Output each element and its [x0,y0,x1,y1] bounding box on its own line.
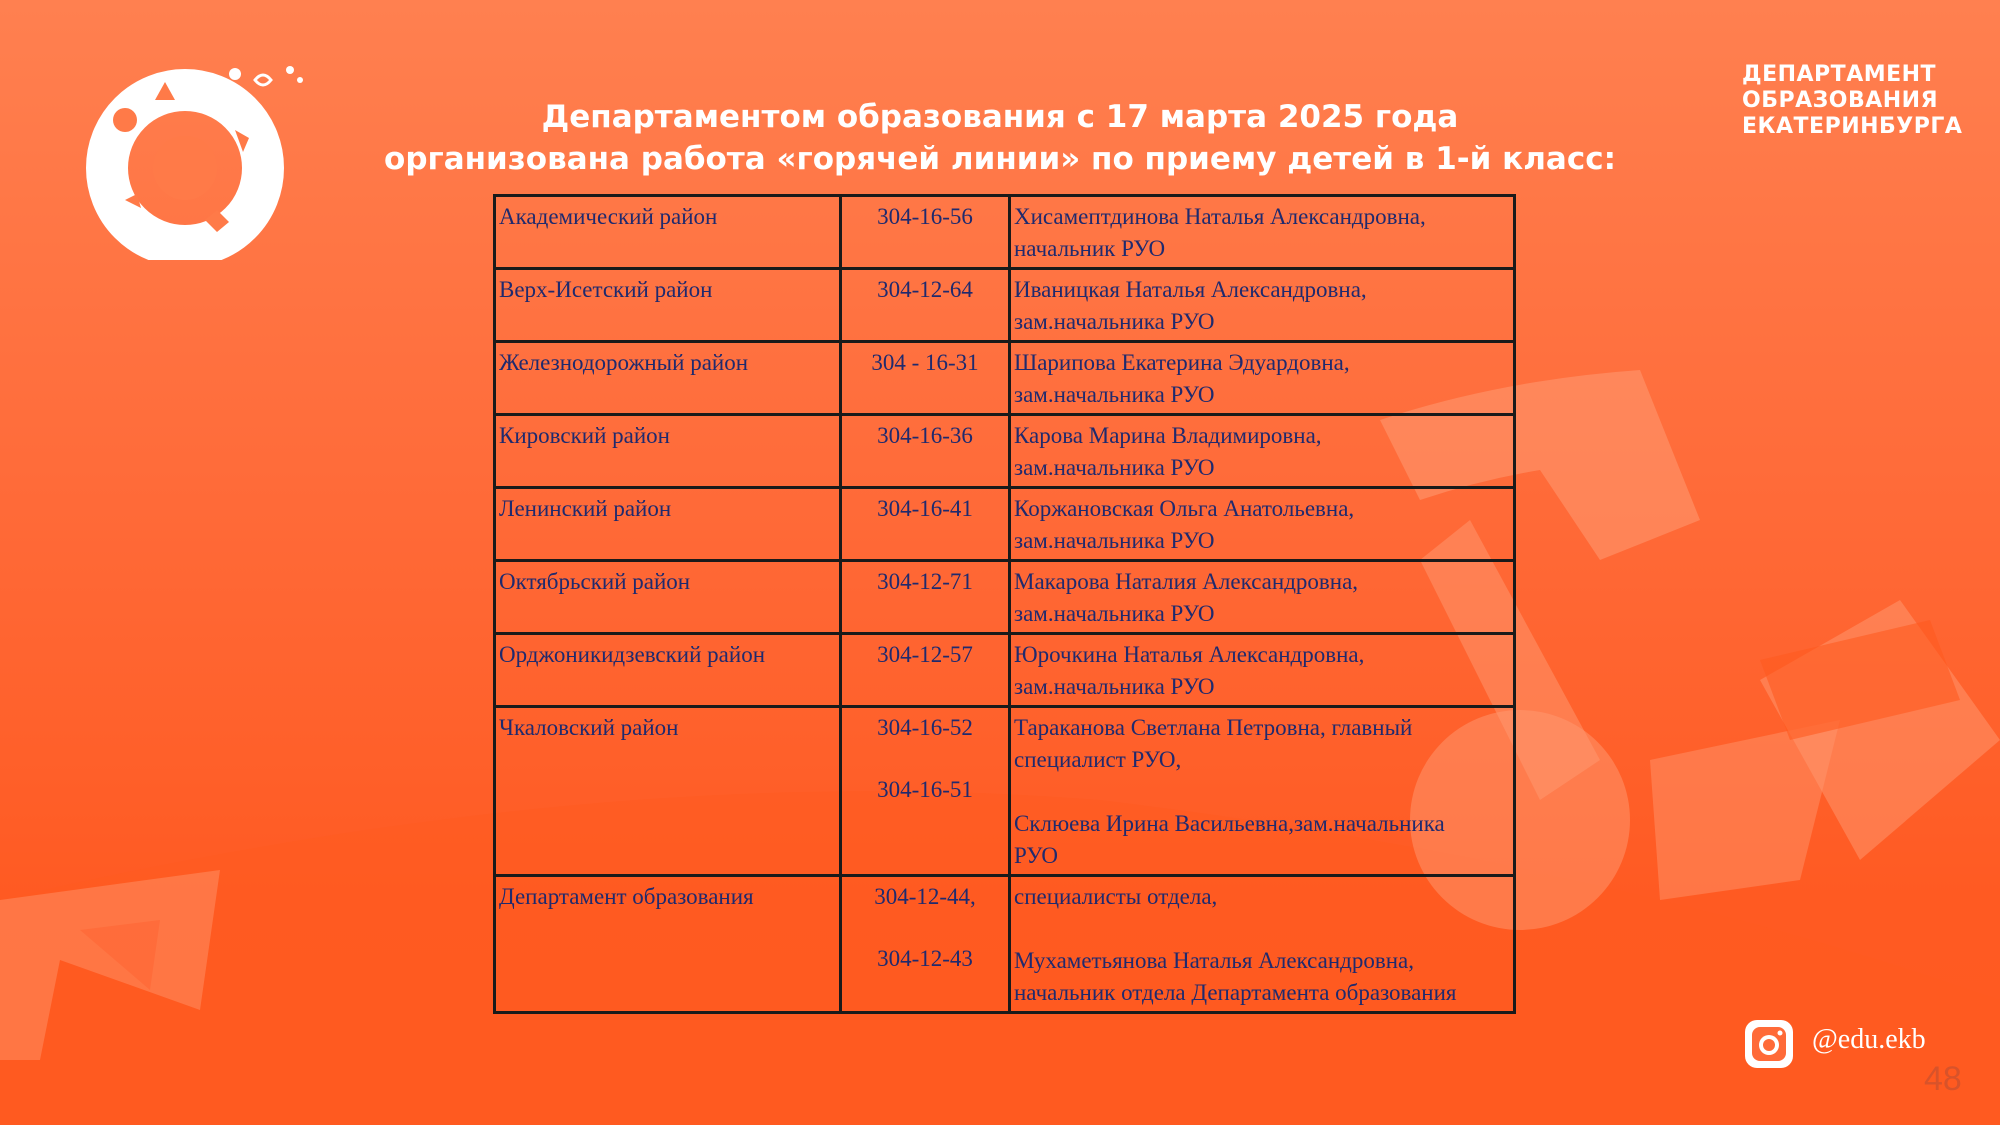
page-title [300,96,1700,180]
table-row [495,342,1515,415]
contact-cell [1010,876,1515,1013]
phone-number: 304-16-56 [877,204,973,229]
table-row [495,707,1515,876]
phone-number: 304-16-41 [877,496,973,521]
contact-cell [1010,707,1515,876]
district-cell: Кировский район [495,415,841,488]
phone-cell [841,342,1010,415]
social-handle[interactable]: @edu.ekb [1812,1024,1926,1055]
district-cell: Ленинский район [495,488,841,561]
contact-line [1014,776,1510,808]
table-row [495,561,1515,634]
table-body [495,196,1515,1013]
contact-line: зам.начальника РУО [1014,528,1215,553]
table-row [495,488,1515,561]
page-number: 48 [1924,1060,1962,1098]
contact-line: начальник отдела Департамента образования [1014,980,1457,1005]
contact-line: Мухаметьянова Наталья Александровна, [1014,948,1414,973]
instagram-icon[interactable] [1743,1018,1795,1070]
contact-line: начальник РУО [1014,236,1166,261]
phone-number: 304-16-52 [877,715,973,740]
contact-cell [1010,415,1515,488]
contact-line: Карова Марина Владимировна, [1014,423,1322,448]
phone-number: 304-12-71 [877,569,973,594]
contact-cell [1010,269,1515,342]
table-row [495,876,1515,1013]
contact-cell [1010,488,1515,561]
contact-cell [1010,196,1515,269]
phone-number: 304 - 16-31 [871,350,979,375]
contact-line: Коржановская Ольга Анатольевна, [1014,496,1355,521]
contact-line: РУО [1014,843,1058,868]
phone-cell [841,415,1010,488]
district-cell: Октябрьский район [495,561,841,634]
contact-line: зам.начальника РУО [1014,455,1215,480]
contact-line: зам.начальника РУО [1014,601,1215,626]
phone-cell [841,196,1010,269]
contact-line: Иваницкая Наталья Александровна, [1014,277,1367,302]
phone-cell [841,561,1010,634]
contact-line: зам.начальника РУО [1014,674,1215,699]
district-cell: Академический район [495,196,841,269]
contact-line: Хисамептдинова Наталья Александровна, [1014,204,1426,229]
contact-line: зам.начальника РУО [1014,309,1215,334]
table-row [495,634,1515,707]
table-row [495,415,1515,488]
department-line-1: ДЕПАРТАМЕНТ [1742,62,1937,87]
contact-line: специалисты отдела, [1014,884,1218,909]
district-cell: Орджоникидзевский район [495,634,841,707]
phone-cell [841,876,1010,1013]
phone-gap [845,913,1005,943]
phone-cell [841,634,1010,707]
title-line-1: Департаментом образования с 17 марта 2025 года [541,99,1459,135]
contact-line: зам.начальника РУО [1014,382,1215,407]
contact-line: специалист РУО, [1014,747,1182,772]
title-line-2: организована работа «горячей линии» по приему детей в 1-й класс: [384,141,1616,177]
phone-number: 304-16-51 [877,777,973,802]
contact-line: Макарова Наталия Александровна, [1014,569,1359,594]
contact-line: Тараканова Светлана Петровна, главный [1014,715,1413,740]
district-cell: Верх-Исетский район [495,269,841,342]
contact-line: Юрочкина Наталья Александровна, [1014,642,1365,667]
department-logo-text [1742,62,1982,140]
contact-cell [1010,561,1515,634]
phone-number: 304-16-36 [877,423,973,448]
contact-line: Склюева Ирина Васильевна,зам.начальника [1014,811,1445,836]
contact-cell [1010,342,1515,415]
table-row [495,196,1515,269]
phone-gap [845,744,1005,774]
department-line-3: ЕКАТЕРИНБУРГА [1742,114,1963,139]
phone-number: 304-12-43 [877,946,973,971]
hotline-contacts-table [493,194,1516,1014]
contact-cell [1010,634,1515,707]
city-logo [85,60,315,260]
phone-cell [841,707,1010,876]
phone-number: 304-12-64 [877,277,973,302]
district-cell: Департамент образования [495,876,841,1013]
contact-line: Шарипова Екатерина Эдуардовна, [1014,350,1350,375]
district-cell: Железнодорожный район [495,342,841,415]
phone-cell [841,488,1010,561]
contact-line [1014,913,1510,945]
department-line-2: ОБРАЗОВАНИЯ [1742,88,1939,113]
phone-number: 304-12-44, [874,884,976,909]
table-row [495,269,1515,342]
phone-number: 304-12-57 [877,642,973,667]
district-cell: Чкаловский район [495,707,841,876]
phone-cell [841,269,1010,342]
